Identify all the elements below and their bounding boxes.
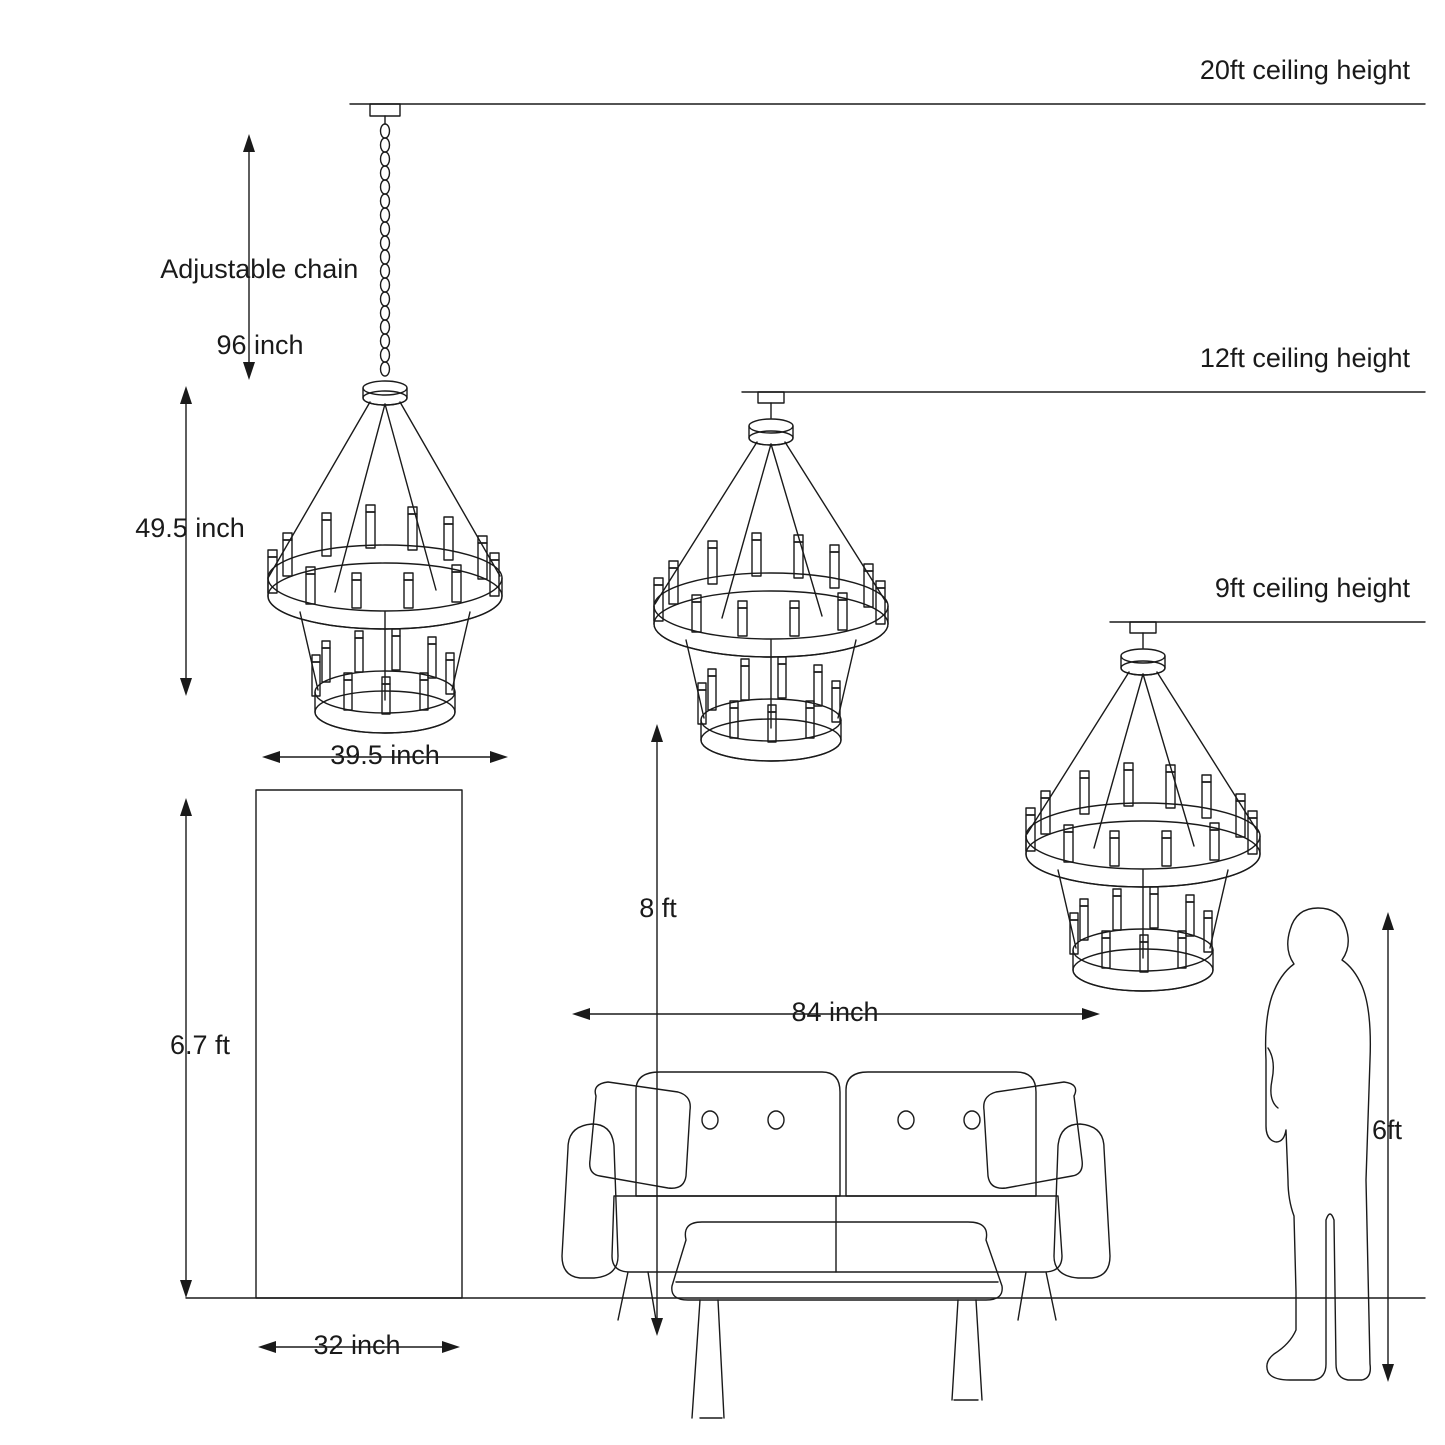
label-door-width: 32 inch: [313, 1330, 401, 1360]
candles-upper-9ft: [1026, 763, 1257, 866]
label-hang-height: 8 ft: [639, 893, 677, 923]
label-fixture-width: 39.5 inch: [330, 740, 440, 770]
dim-person-height: [1382, 912, 1394, 1382]
label-door-height: 6.7 ft: [169, 1030, 231, 1060]
label-ceiling-12ft: 12ft ceiling height: [1199, 343, 1410, 373]
label-chain-length-line1: Adjustable chain: [160, 254, 359, 284]
sofa: [562, 1072, 1110, 1320]
candles-upper-12ft: [654, 533, 885, 636]
chandelier-12ft: [654, 392, 888, 761]
label-ceiling-9ft: 9ft ceiling height: [1214, 573, 1410, 603]
chain-20ft: [381, 124, 390, 376]
label-chain-length-line2: 96 inch: [216, 330, 304, 360]
chandelier-20ft: [268, 104, 502, 733]
label-ceiling-20ft: 20ft ceiling height: [1199, 55, 1410, 85]
label-sofa-width: 84 inch: [791, 997, 879, 1027]
doorway: [256, 790, 462, 1298]
candles-upper-20ft: [268, 505, 499, 608]
dim-hang-height: [651, 724, 663, 1336]
coffee-table: [672, 1222, 1002, 1418]
chandelier-9ft: [1026, 622, 1260, 991]
label-person-height: 6ft: [1372, 1115, 1403, 1145]
person: [1266, 908, 1371, 1380]
label-fixture-height: 49.5 inch: [135, 513, 245, 543]
